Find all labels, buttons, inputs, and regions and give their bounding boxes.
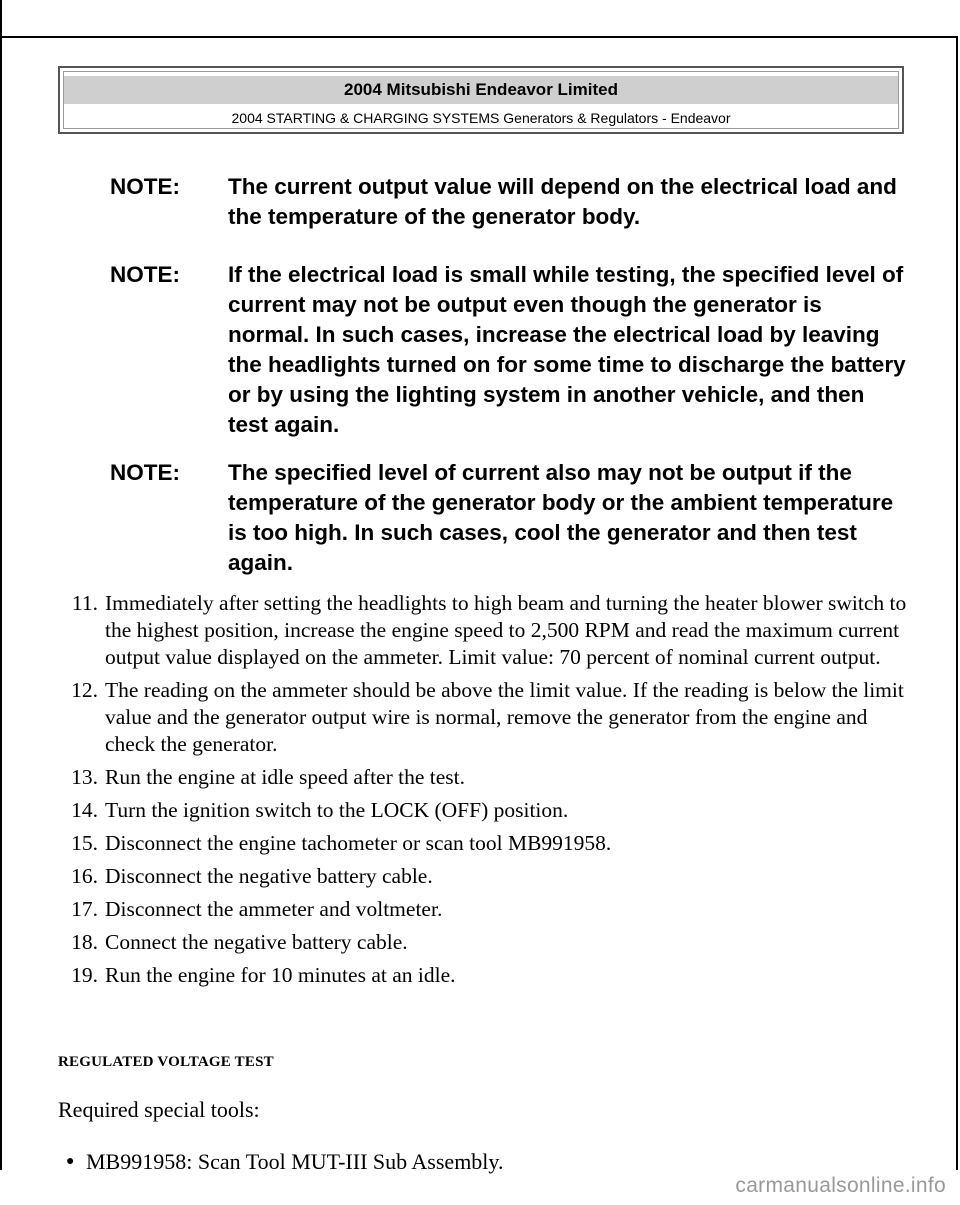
note-text: If the electrical load is small while testing, the specified level of current may not be output even though the generator is normal. In such cases, increase the electrical load by leaving the headlights turned on for some time to discharge the battery or by using the lighting system in another vehicle, and then test again. [228, 262, 906, 437]
step-18 [56, 929, 916, 956]
procedure-steps [56, 590, 916, 995]
step-text: Disconnect the engine tachometer or scan tool MB991958. [105, 831, 612, 855]
step-17 [56, 896, 916, 923]
note-label: NOTE: [110, 174, 180, 199]
step-number: 12. [71, 678, 98, 702]
step-text: The reading on the ammeter should be above the limit value. If the reading is below the limit value and the generator output wire is normal, remove the generator from the engine and check the generator. [105, 678, 904, 756]
step-19 [56, 962, 916, 989]
note-text: The specified level of current also may not be output if the temperature of the generator body or the ambient temperature is too high. In such cases, cool the generator and then test again. [228, 460, 894, 575]
step-text: Disconnect the negative battery cable. [105, 864, 433, 888]
note-text: The current output value will depend on the electrical load and the temperature of the generator body. [228, 174, 897, 229]
step-text: Disconnect the ammeter and voltmeter. [105, 897, 443, 921]
step-number: 18. [71, 930, 98, 954]
step-number: 14. [71, 798, 98, 822]
document-header [58, 66, 904, 134]
header-title: 2004 Mitsubishi Endeavor Limited [64, 76, 898, 104]
step-number: 15. [71, 831, 98, 855]
step-number: 11. [71, 591, 98, 615]
page-border-top [0, 36, 958, 38]
tool-bullet-text: MB991958: Scan Tool MUT-III Sub Assembly. [86, 1149, 504, 1174]
step-text: Immediately after setting the headlights to high beam and turning the heater blower switch to the highest position, increase the engine speed to 2,500 RPM and read the maximum current output value displayed on the ammeter. Limit value: 70 percent of nominal current output. [105, 591, 907, 669]
step-text: Run the engine for 10 minutes at an idle. [105, 963, 456, 987]
step-text: Connect the negative battery cable. [105, 930, 408, 954]
step-11 [56, 590, 916, 671]
step-16 [56, 863, 916, 890]
note-label: NOTE: [110, 262, 180, 287]
header-inner [63, 71, 899, 129]
step-number: 16. [71, 864, 98, 888]
step-number: 19. [71, 963, 98, 987]
watermark: carmanualsonline.info [735, 1174, 946, 1197]
step-12 [56, 677, 916, 758]
page-border-right [956, 36, 958, 1170]
tool-bullet [66, 1148, 504, 1176]
step-text: Run the engine at idle speed after the test. [105, 765, 465, 789]
step-text: Turn the ignition switch to the LOCK (OFF) position. [105, 798, 569, 822]
tools-intro: Required special tools: [58, 1097, 260, 1122]
header-subtitle: 2004 STARTING & CHARGING SYSTEMS Generators & Regulators - Endeavor [231, 110, 731, 126]
bullet-dot-icon: ● [66, 1154, 75, 1169]
note-label: NOTE: [110, 460, 180, 485]
section-heading: REGULATED VOLTAGE TEST [58, 1054, 274, 1070]
page-border-left [0, 0, 2, 1170]
step-number: 17. [71, 897, 98, 921]
step-15 [56, 830, 916, 857]
step-number: 13. [71, 765, 98, 789]
step-14 [56, 797, 916, 824]
step-13 [56, 764, 916, 791]
